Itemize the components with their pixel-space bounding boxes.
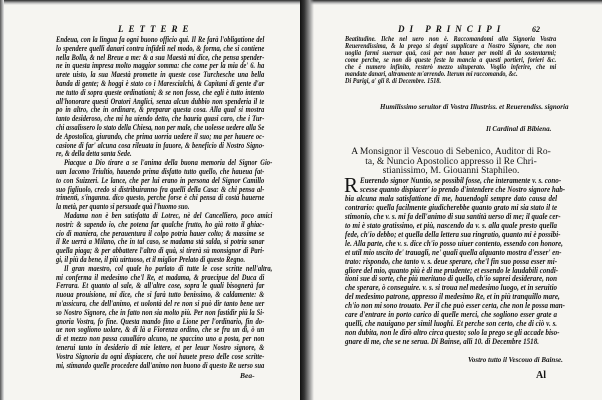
running-head: LETTERE [118,24,194,34]
text-line: dì et mezzo non passa caualláro alcuno, ne spaccino uno a posta, per non [56,334,265,344]
text-line: m'assicura, che dell'animo, et uolontà del re non si può dir tanto bene uer [56,299,265,308]
text-line: Euerendo signor Nuntio, se possibil fosse, che interamente v. s. cono- [360,176,562,185]
text-line: banda di gente; & hoggi è stato co i Marescialchi, & Capitani di gente d'ar [56,79,265,88]
text-line: come perche, se non dò queste feste la mancia a questi portieri, forieri &c. [345,56,557,64]
closing-formula: Humilissimo seruitor di Vostra Illustriss. et Reuerendiss. signoria [380,103,569,111]
signature: Il Cardinal di Bibiena. [486,125,552,133]
address-line: A Monsignor il Vescouo di Sebenico, Auditor di Ro- [351,147,551,157]
text-line: nella Bolla, & nel Breue a me: & a sua Maestà mi dice, che pensa spender- [56,52,265,62]
page-top-shadow [0,0,300,5]
text-line: de Apostolica, giurando, che prima uorria uedere il suo; ma per hauere oc- [56,131,265,141]
text-line: scesse quanto dispiacer' io prendo d'intendere che Nostro signore hab- [360,184,566,194]
text-line: quella piaga; & per abbattere l'altro di quà, si tirerà sù monsignor di Pari- [56,246,265,256]
text-line: tenerui tanto in desiderio di mie lettere, et per leuar Nostro signore, & [56,343,265,352]
text-line: to con Suizzeri. Le lance, che per lui erano in persona del Signor Camillo [56,175,265,185]
text-line: po in altro, che in ordinare, & preparar questa cosa. Alla qual si mostra [56,105,265,115]
text-line: all'honorare questi Oratori Anglici, senza alcun dubbio non spenderia il te [56,96,265,106]
text-line: nostri: & sapendo io, che potena far qualche frutto, ho già rotto il ghiac- [56,219,265,229]
text-line: che sperare, ò conseguire. v. s. si troua nel medesimo luogo, et in seruitio [345,283,558,293]
text-line: nuoua prouisione, mi dice, che si farà tutto benissimo, & caldamente: & [56,290,265,300]
text-line: bia alcuna mala satisfattione di me, hauendogli sempre dato causa del [345,193,558,203]
address-line: ta, & Nuncio Apostolico appresso il Re Chri- [365,156,537,167]
text-line: Di Parigi, a' gli 8. di Decembre. 1518. [345,77,441,85]
address-line: stianissimo, M. Giouanni Staphileo. [382,166,520,176]
text-line: ue non sogliono uolare, & di là a Fiorenza ordino, che se fra un dì, ò un [56,325,265,335]
body-signature: Vostro tutto il Vescouo di Bainse. [468,356,563,364]
text-line: gi, il più da bene, il più uirtuoso, et il miglior Prelato di questo Regno. [56,255,246,264]
text-line: del medesimo patrone, appresso il medesimo Re, et in più tranquillo mare, [345,292,560,302]
text-line: tanto desideroso, che mi ha uiendo detto, che hauria quasi caro, che i Tur- [56,114,265,124]
text-line: Piacque a Dio tirare a se l'anima della buona memoria del Signor Gio- [64,158,273,168]
text-line: suo figliuolo, credo si distribuiranno fra quelli della Casa: & chi pensa al- [56,184,265,194]
text-line: mandate danari, altramente m'arrendo. Iterum mi raccomando, &c. [345,70,518,78]
running-head: DI PRINCIPI [398,24,506,34]
text-line: lo spendere quelli danari contra infideli nel modo, & forma, che si contiene [56,43,265,53]
text-line: le. Alla parte, che v. s. dice ch'io posso uiuer contento, essendo con honore, [345,238,563,248]
page-top-shadow [300,0,602,5]
text-line: uan Iacomo Triultio, hauendo prima disfatto tutto quello, che haueua fat- [56,167,265,176]
text-line: cio di maniera, che perauentura il colpo potria hauer colto; & massime se [56,228,265,238]
left-page [0,0,300,400]
text-line: Vostra Signoria da ogni dispiacere, che uoi hauete preso delle cose scritte- [56,351,265,361]
text-line: chi assalissero lo stato della Chiesa, non per male, che uolesse uedere alla Se [56,123,265,132]
text-line: trato: rispondo, che tanto v. s. deue sperare, che'l fin suo possa esser mi- [345,256,558,266]
text-line: trimenti, s'inganna. dico questo, perche forse è chi pensa di costà hauerne [56,193,265,203]
page-number: 62 [532,25,540,34]
text-line: ne in questa impresa molto maggior somma: che come per la mia de' 6. ha [56,61,265,71]
text-line: gliore del mio, quanto più è di me prudente; et essendo le laudabili condi- [345,265,559,275]
text-line: non dubita, non le dirò altro circa questo; solo la prego se gli accade biso- [345,328,560,338]
text-line: il Re uerrà a Milano, che in tal caso, se madama stà salda, si potria sanar [56,237,265,247]
text-line: contrario: quella facilmente giudicherebbe quanto grato mi sia stato il te [345,202,558,212]
text-line: re, & della detta santa Sede. [56,149,132,159]
text-line: che è numero infinito, resterò mezzo uituperato. Voglio inferire, che mi [345,63,557,71]
text-line: Ferrara. Et quanto al sale, & all'altre cose, sopra le quali bisognerà far [56,281,265,291]
text-line: to mi è stato gratissimo, et più, nascendo da v. s. alla quale presto quella [345,220,558,230]
text-line: Madama non è ben satisfatta di Lotrec, nè del Cancelliero, poco amici [64,211,273,220]
text-line: ch'io non mi sono trouato. Per il che può esser certa, che non le possa man- [345,301,566,311]
text-line: so Nostro Signore, che in fatto non sia molto più. Per non fastidir più la Si- [56,307,265,317]
catchword: Bea- [240,371,255,380]
page-edge [0,0,4,400]
text-line: me tutto di sopra queste ordinationi; & se non fosse, che egli è tutto intento [56,87,265,97]
text-line: stimonio, che v. s. mi fa dell'animo di sua santità uerso di me; il quale cer- [345,211,561,221]
text-line: care d'entrare in porto carico di quelle merci, che sogliono esser grate a [345,310,558,320]
drop-cap: R [344,173,359,197]
text-line: urete uisto, la sua Maestà promette in queste cose Turchesche una bella [56,70,265,80]
text-line: mi, stimando quelle procedere dall'animo non buono di questo Re uerso sua [56,360,265,370]
text-line: Il gran maestro, col quale ho parlato di tutte le cose scritte nell'altra, [64,263,273,273]
text-line: mi conferma il medesimo che'l Re, et madama, & praecipue del Duca di [56,272,265,282]
text-line: uoglia farmi sueruar quà, così per non hauer per molti dì da sostentarmi; [345,49,557,57]
text-line: tioni sue di sorte, che più meritano di quello, ch'io saprei desiderare, non [345,274,558,284]
binding-gutter [300,0,314,400]
text-line: et util mio uscito de' trauagli, ne' quali quella alquanto mostra d'esser' en- [345,247,562,257]
text-line: quelli, che nauigano per simil luoghi. Et perche son certo, che di ciò v. s. [345,319,558,329]
signature-mark: Al [536,370,546,381]
text-line: casione di far' alcuna cosa rileuata in fauore, & beneficio di Nostro Signo- [56,140,265,150]
text-line: fede, ch'io debbo; et quella della lettera sua ringratio, quanto mi è possibi- [345,229,561,239]
text-line: Beatitudine. Ilche nel uero non è. Raccomandomi alla Signoria Vostra [345,35,557,43]
right-page [300,0,602,400]
text-line: Reuerendissima, & la prego si degni supplicare a Nostro Signore, che non [345,42,557,50]
text-line: gnare di me, che se ne serua. Di Bainse, alli 10. di Decembre 1518. [345,337,539,347]
text-line: gnoria Vostra, fo fine. Questa mando fino a Lione per l'ordinario, fin do- [56,316,265,326]
text-line: la metà, per quanto si persuade quà l'huomo suo. [56,202,190,212]
text-line: Endeua, con la lingua fa ogni buono officio qui. Il Re farà l'obligatione del [56,35,265,44]
